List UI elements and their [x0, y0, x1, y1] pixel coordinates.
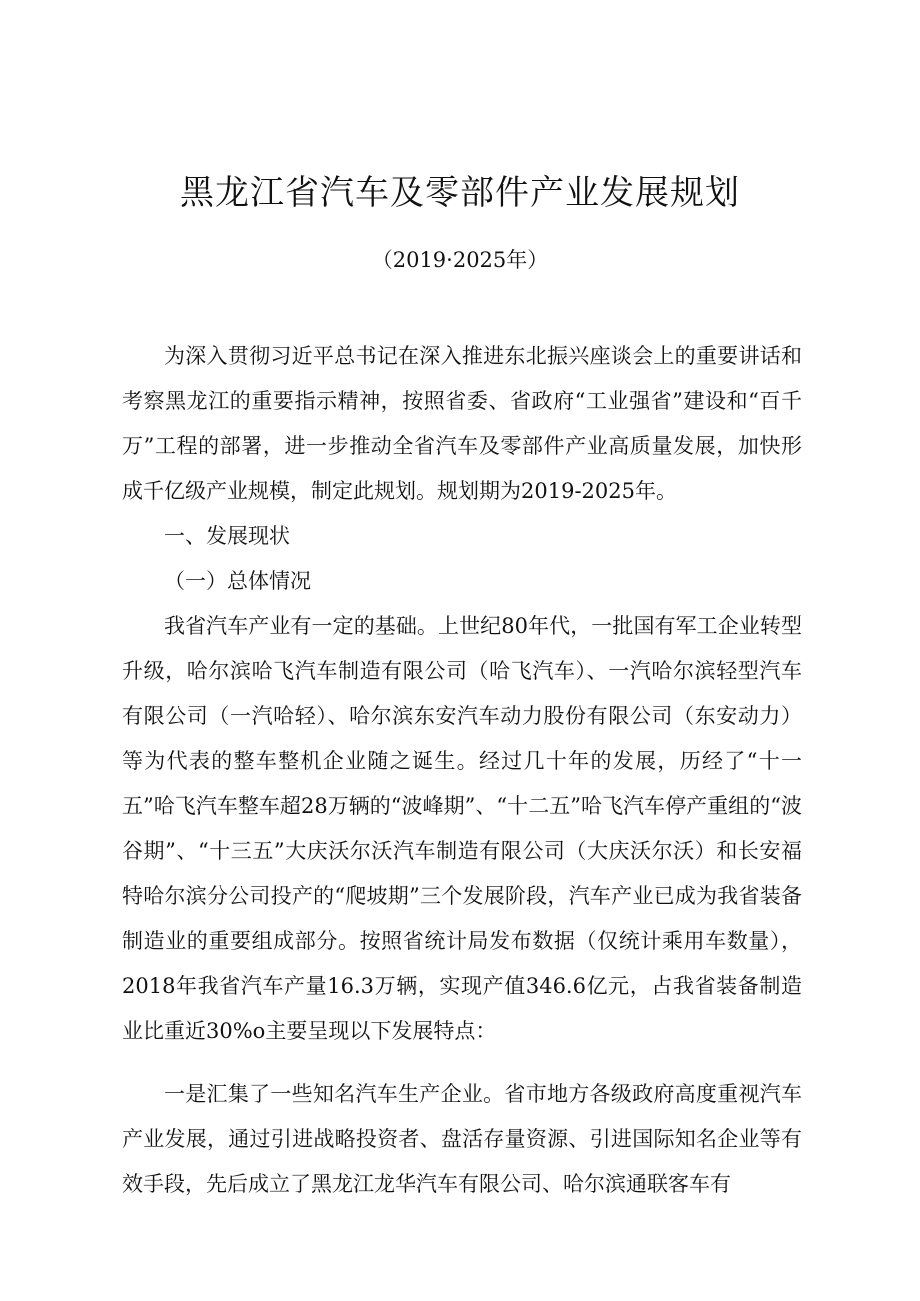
document-title: 黑龙江省汽车及零部件产业发展规划 [180, 173, 740, 213]
intro-paragraph: 为深入贯彻习近平总书记在深入推进东北振兴座谈会上的重要讲话和考察黑龙江的重要指示精神，按照省委、省政府“工业强省”建设和“百千万”工程的部署，进一步推动全省汽车及零部件产业高质量发展，加快形成千亿级产业规模，制定此规划。规划期为2019-2025年。 [122, 344, 802, 503]
section-heading-1: 一、发展现状 [164, 524, 290, 548]
subsection-heading-1: （一）总体情况 [164, 569, 311, 593]
overview-paragraph: 我省汽车产业有一定的基础。上世纪80年代，一批国有军工企业转型升级，哈尔滨哈飞汽车制造有限公司（哈飞汽车）、一汽哈尔滨轻型汽车有限公司（一汽哈轻）、哈尔滨东安汽车动力股份有限公司（东安动力）等为代表的整车整机企业随之诞生。经过几十年的发展，历经了“十一五”哈飞汽车整车超28万辆的“波峰期”、“十二五”哈飞汽车停产重组的“波谷期”、“十三五”大庆沃尔沃汽车制造有限公司（大庆沃尔沃）和长安福特哈尔滨分公司投产的“爬坡期”三个发展阶段，汽车产业已成为我省装备制造业的重要组成部分。按照省统计局发布数据（仅统计乘用车数量），2018年我省汽车产量16.3万辆，实现产值346.6亿元，占我省装备制造业比重近30%o主要呈现以下发展特点： [122, 614, 802, 1043]
document-subtitle: （2019·2025年） [371, 248, 549, 272]
document-body [122, 334, 802, 1207]
feature-paragraph-1: 一是汇集了一些知名汽车生产企业。省市地方各级政府高度重视汽车产业发展，通过引进战略投资者、盘活存量资源、引进国际知名企业等有效手段，先后成立了黑龙江龙华汽车有限公司、哈尔滨通联客车有 [122, 1082, 802, 1196]
